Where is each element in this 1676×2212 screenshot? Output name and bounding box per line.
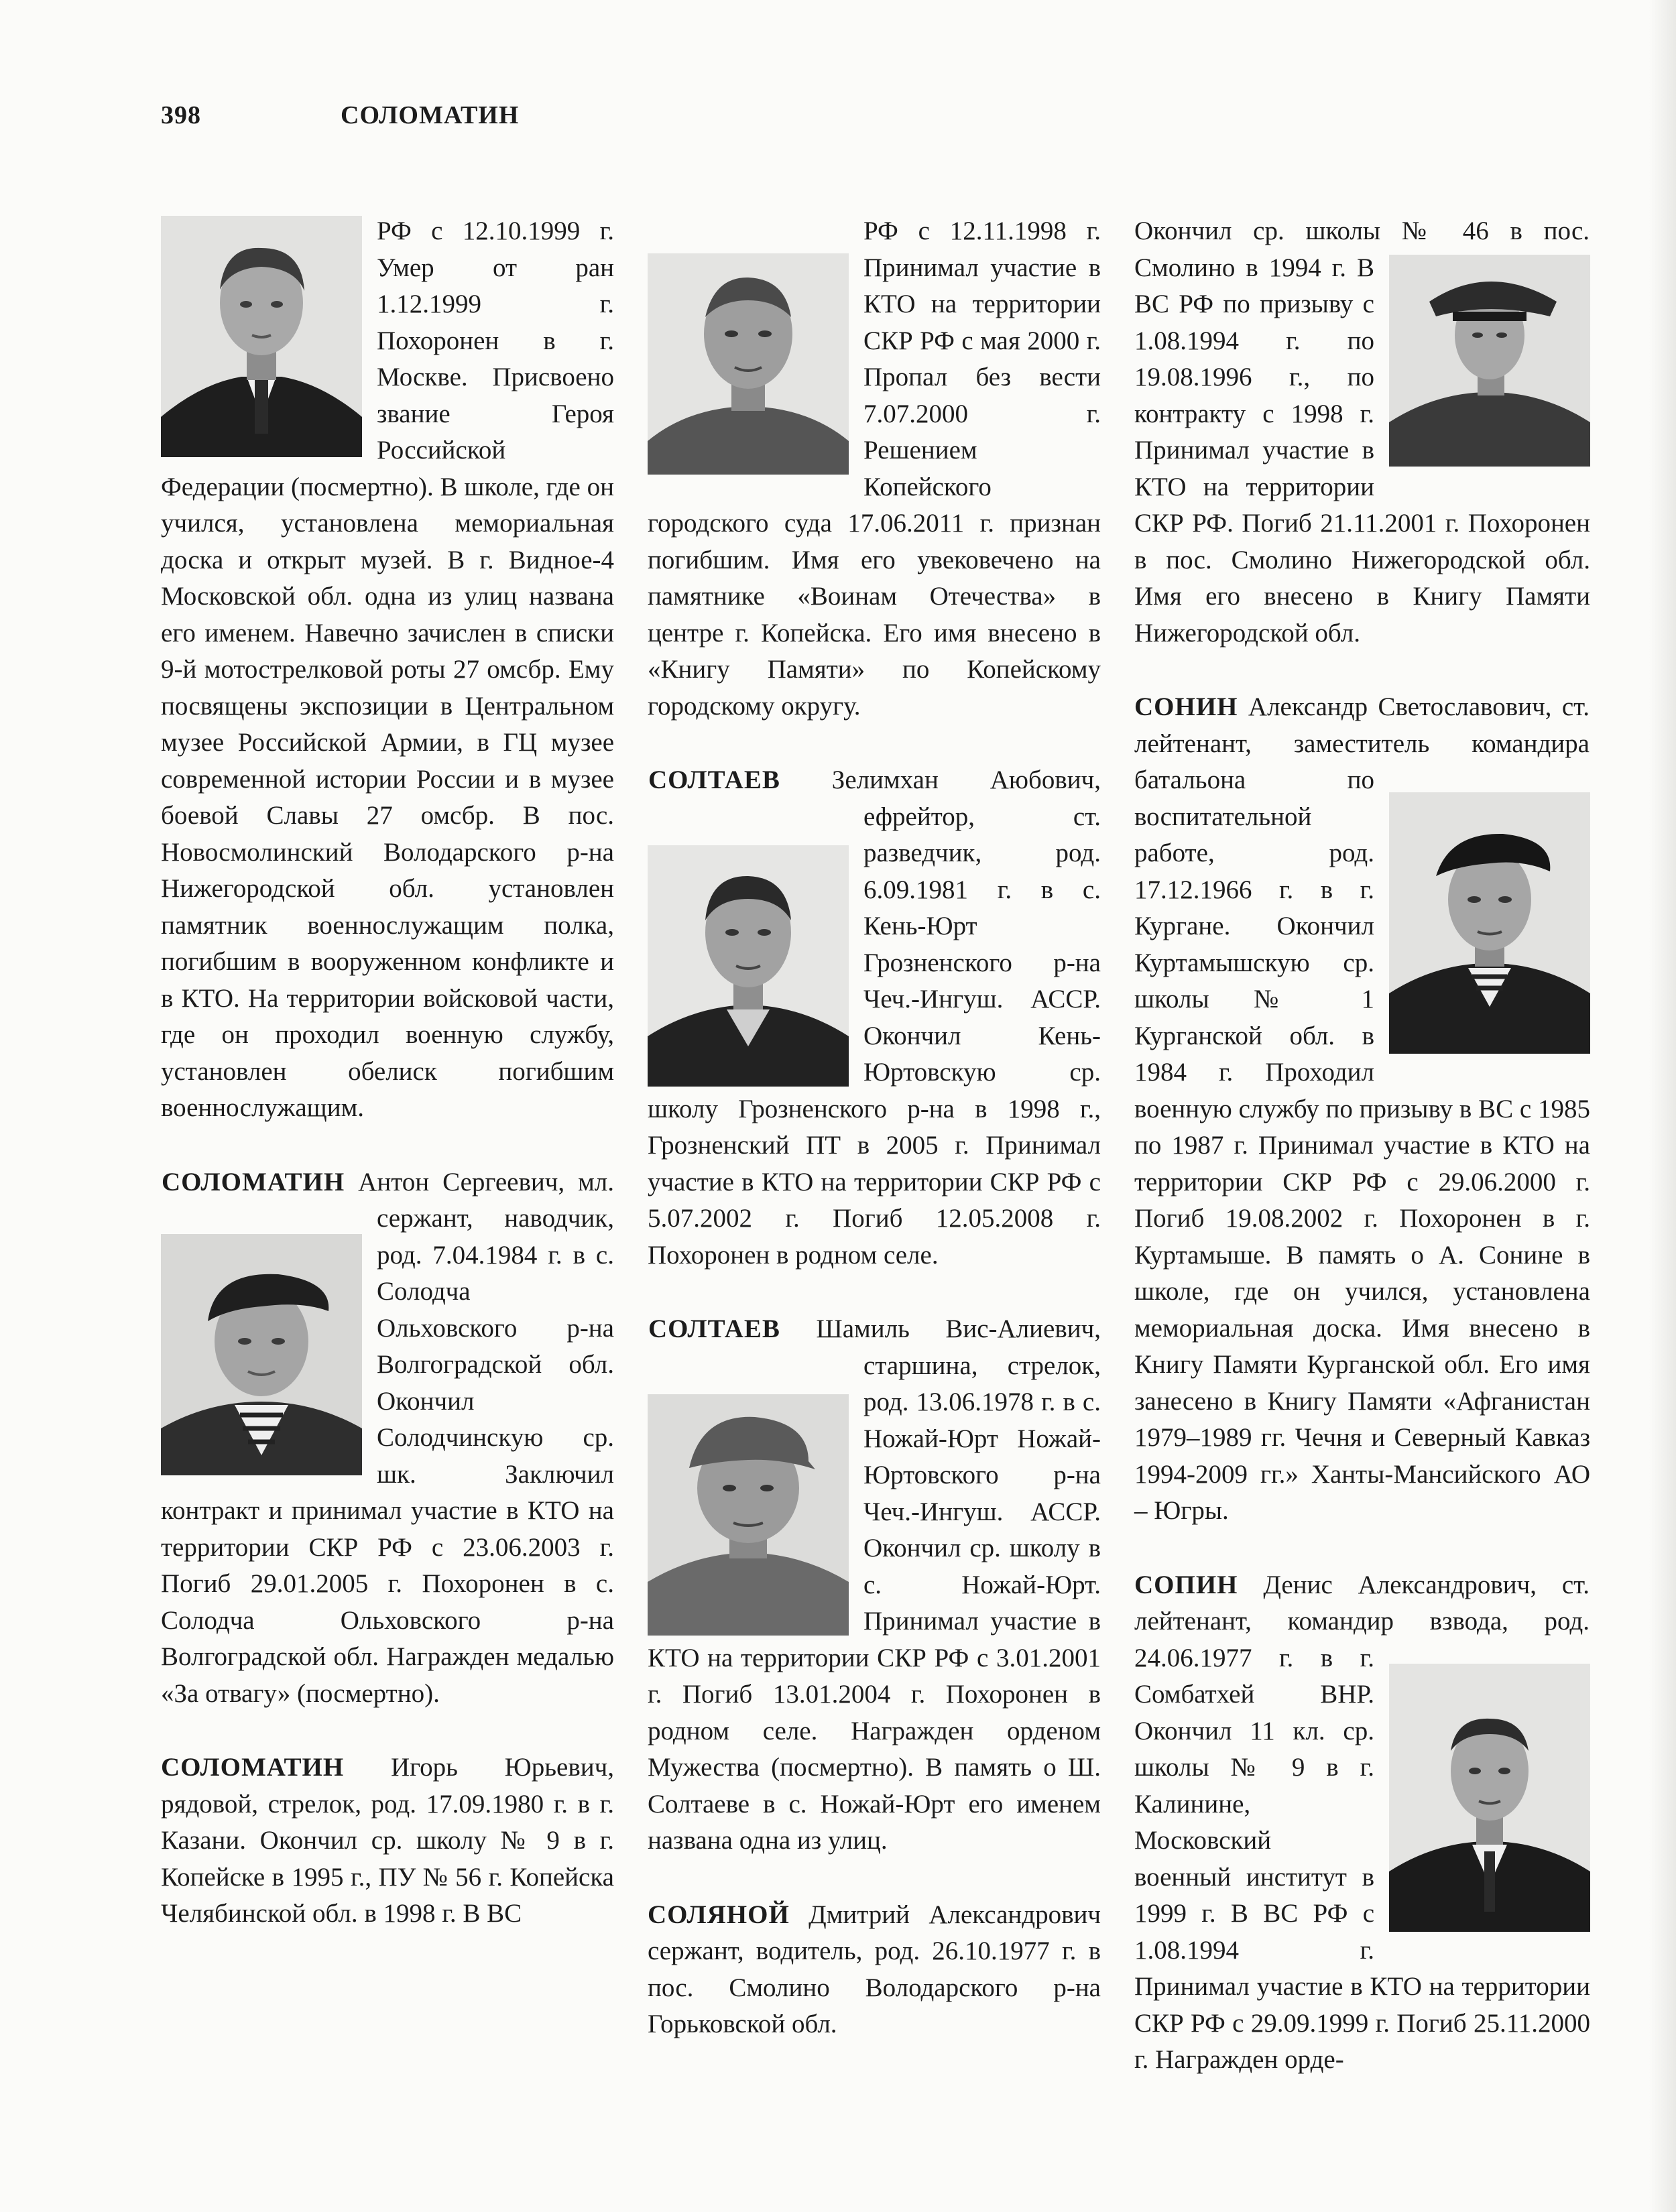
entry-surname: СОЛОМАТИН: [161, 1753, 345, 1782]
entry-sopin: [1134, 1567, 1590, 2079]
person-portrait-icon: [1389, 1664, 1590, 1932]
entry-surname: СОНИН: [1134, 692, 1238, 721]
entry-continuation: Окончил ср. школы № 46 в пос. Смолино в 1994 г. В ВС РФ по призыву с 1.08.1994 г. по 19.08.1996 г., по контракту с 1998 г. Принимал участие в КТО на территории СКР РФ. Погиб 21.11.2001 г. Похоронен в пос. Смолино Нижегородской обл. Имя его внесено в Книгу Памяти Нижегородской обл.: [1134, 217, 1590, 648]
column-2: [648, 213, 1101, 2043]
entry-surname: СОЛТАЕВ: [648, 1314, 780, 1343]
person-portrait-icon: [161, 216, 362, 457]
portrait-photo: [1389, 255, 1590, 467]
entry-body: Зелимхан Аюбович, ефрейтор, ст. разведчик, род. 6.09.1981 г. в с. Кень-Юрт Грозненского р-на Чеч.-Ингуш. АССР. Окончил Кень-Юртовскую ср. школу Грозненского р-на в 1998 г., Грозненский ПТ в 2005 г. Принимал участие в КТО на территории СКР РФ с 5.07.2002 г. Погиб 12.05.2008 г. Похоронен в родном селе.: [648, 765, 1101, 1270]
portrait-photo: [161, 216, 362, 457]
entry-body: Денис Александрович, ст. лейтенант, командир взвода, род. 24.06.1977 г. в г. Сомбатхей ВНР. Окончил 11 кл. ср. школы № 9 в г. Калинине, Московский военный институт в 1999 г. В ВС РФ с 1.08.1994 г. Принимал участие в КТО на территории СКР РФ с 29.09.1999 г. Погиб 25.11.2000 г. Награжден орде-: [1134, 1570, 1590, 2074]
person-portrait-icon: [161, 1234, 362, 1475]
entry-solomatin-anton: [161, 1164, 614, 1713]
entry-surname: СОЛТАЕВ: [648, 765, 780, 794]
portrait-photo: [648, 845, 849, 1087]
column-1: [161, 213, 614, 1932]
entry-solomatin-igor: [161, 1749, 614, 1932]
entry-body: Дмитрий Александрович сержант, водитель, род. 26.10.1977 г. в пос. Смолино Володарского р-на Горьковской обл.: [648, 1900, 1101, 2038]
person-portrait-icon: [648, 253, 849, 475]
entry-solyanoy: [648, 1897, 1101, 2043]
page-edge-shadow: [1649, 0, 1676, 2212]
entry-soltaev-zelimkhan: [648, 762, 1101, 1274]
portrait-photo: [161, 1234, 362, 1475]
entry-body: Антон Сергеевич, мл. сержант, наводчик, род. 7.04.1984 г. в с. Солодча Ольховского р-на Волгоградской обл. Окончил Солодчинскую ср. шк. Заключил контракт и принимал участие в КТО на территории СКР РФ с 23.06.2003 г. Погиб 29.01.2005 г. Похоронен в с. Солодча Ольховского р-на Волгоградской обл. Награжден медалью «За отвагу» (посмертно).: [161, 1167, 614, 1708]
page-number: 398: [161, 101, 201, 129]
entry-sonin: [1134, 689, 1590, 1530]
person-portrait-icon: [648, 845, 849, 1087]
entry-body: Александр Светославович, ст. лейтенант, заместитель командира батальона по воспитательной работе, род. 17.12.1966 г. в г. Кургане. Окончил Куртамышскую ср. школы № 1 Курганской обл. в 1984 г. Проходил военную службу по призыву в ВС с 1985 по 1987 г. Принимал участие в КТО на территории СКР РФ с 29.06.2000 г. Погиб 19.08.2002 г. Похоронен в г. Куртамыше. В память о А. Сонине в школе, где он учился, установлена мемориальная доска. Имя внесено в Книгу Памяти Курганской обл. Его имя занесено в Книгу Памяти «Афганистан 1979–1989 гг. Чечня и Северный Кавказ 1994-2009 гг.» Ханты-Мансийского АО – Югры.: [1134, 692, 1590, 1525]
person-portrait-icon: [648, 1394, 849, 1636]
entry-continuation: РФ с 12.11.1998 г. Принимал участие в КТО на территории СКР РФ с мая 2000 г. Пропал без вести 7.07.2000 г. Решением Копейского городского суда 17.06.2011 г. признан погибшим. Имя его увековечено на памятнике «Воинам Отечества» в центре г. Копейска. Его имя внесено в «Книгу Памяти» по Копейскому городскому округу.: [648, 217, 1101, 721]
entry-soltaev-shamil: [648, 1311, 1101, 1859]
person-portrait-icon: [1389, 792, 1590, 1054]
column-3: [1134, 213, 1590, 2079]
entry-surname: СОЛОМАТИН: [162, 1167, 345, 1196]
running-title: СОЛОМАТИН: [341, 101, 520, 129]
portrait-photo: [648, 253, 849, 475]
entry-continuation: РФ с 12.10.1999 г. Умер от ран 1.12.1999 г. Похоронен в г. Москве. Присвоено звание Героя Российской Федерации (посмертно). В школе, где он учился, установлена мемориальная доска и открыт музей. В г. Видное-4 Московской обл. одна из улиц названа его именем. Навечно зачислен в списки 9-й мотострелковой роты 27 омсбр. Ему посвящены экспозиции в Центральном музее Российской Армии, в ГЦ музее современной истории России и в музее боевой Славы 27 омсбр. В пос. Новосмолинский Володарского р-на Нижегородской обл. установлен памятник военнослужащим полка, погибшим в вооруженном конфликте и в КТО. На территории войсковой части, где он проходил военную службу, установлен обелиск погибшим военнослужащим.: [161, 217, 614, 1122]
portrait-photo: [1389, 1664, 1590, 1932]
portrait-photo: [648, 1394, 849, 1636]
person-portrait-icon: [1389, 255, 1590, 467]
entry-body: Игорь Юрьевич, рядовой, стрелок, род. 17.09.1980 г. в г. Казани. Окончил ср. школу № 9 в г. Копейске в 1995 г., ПУ № 56 г. Копейска Челябинской обл. в 1998 г. В ВС: [161, 1753, 614, 1928]
entry-body: Шамиль Вис-Алиевич, старшина, стрелок, род. 13.06.1978 г. в с. Ножай-Юрт Ножай-Юртовского р-на Чеч.-Ингуш. АССР. Окончил ср. школу в с. Ножай-Юрт. Принимал участие в КТО на территории СКР РФ с 3.01.2001 г. Погиб 13.01.2004 г. Похоронен в родном селе. Награжден орденом Мужества (посмертно). В память о Ш. Солтаеве в с. Ножай-Юрт его именем названа одна из улиц.: [648, 1314, 1101, 1855]
portrait-photo: [1389, 792, 1590, 1054]
entry-surname: СОПИН: [1134, 1570, 1238, 1599]
entry-surname: СОЛЯНОЙ: [648, 1900, 790, 1929]
